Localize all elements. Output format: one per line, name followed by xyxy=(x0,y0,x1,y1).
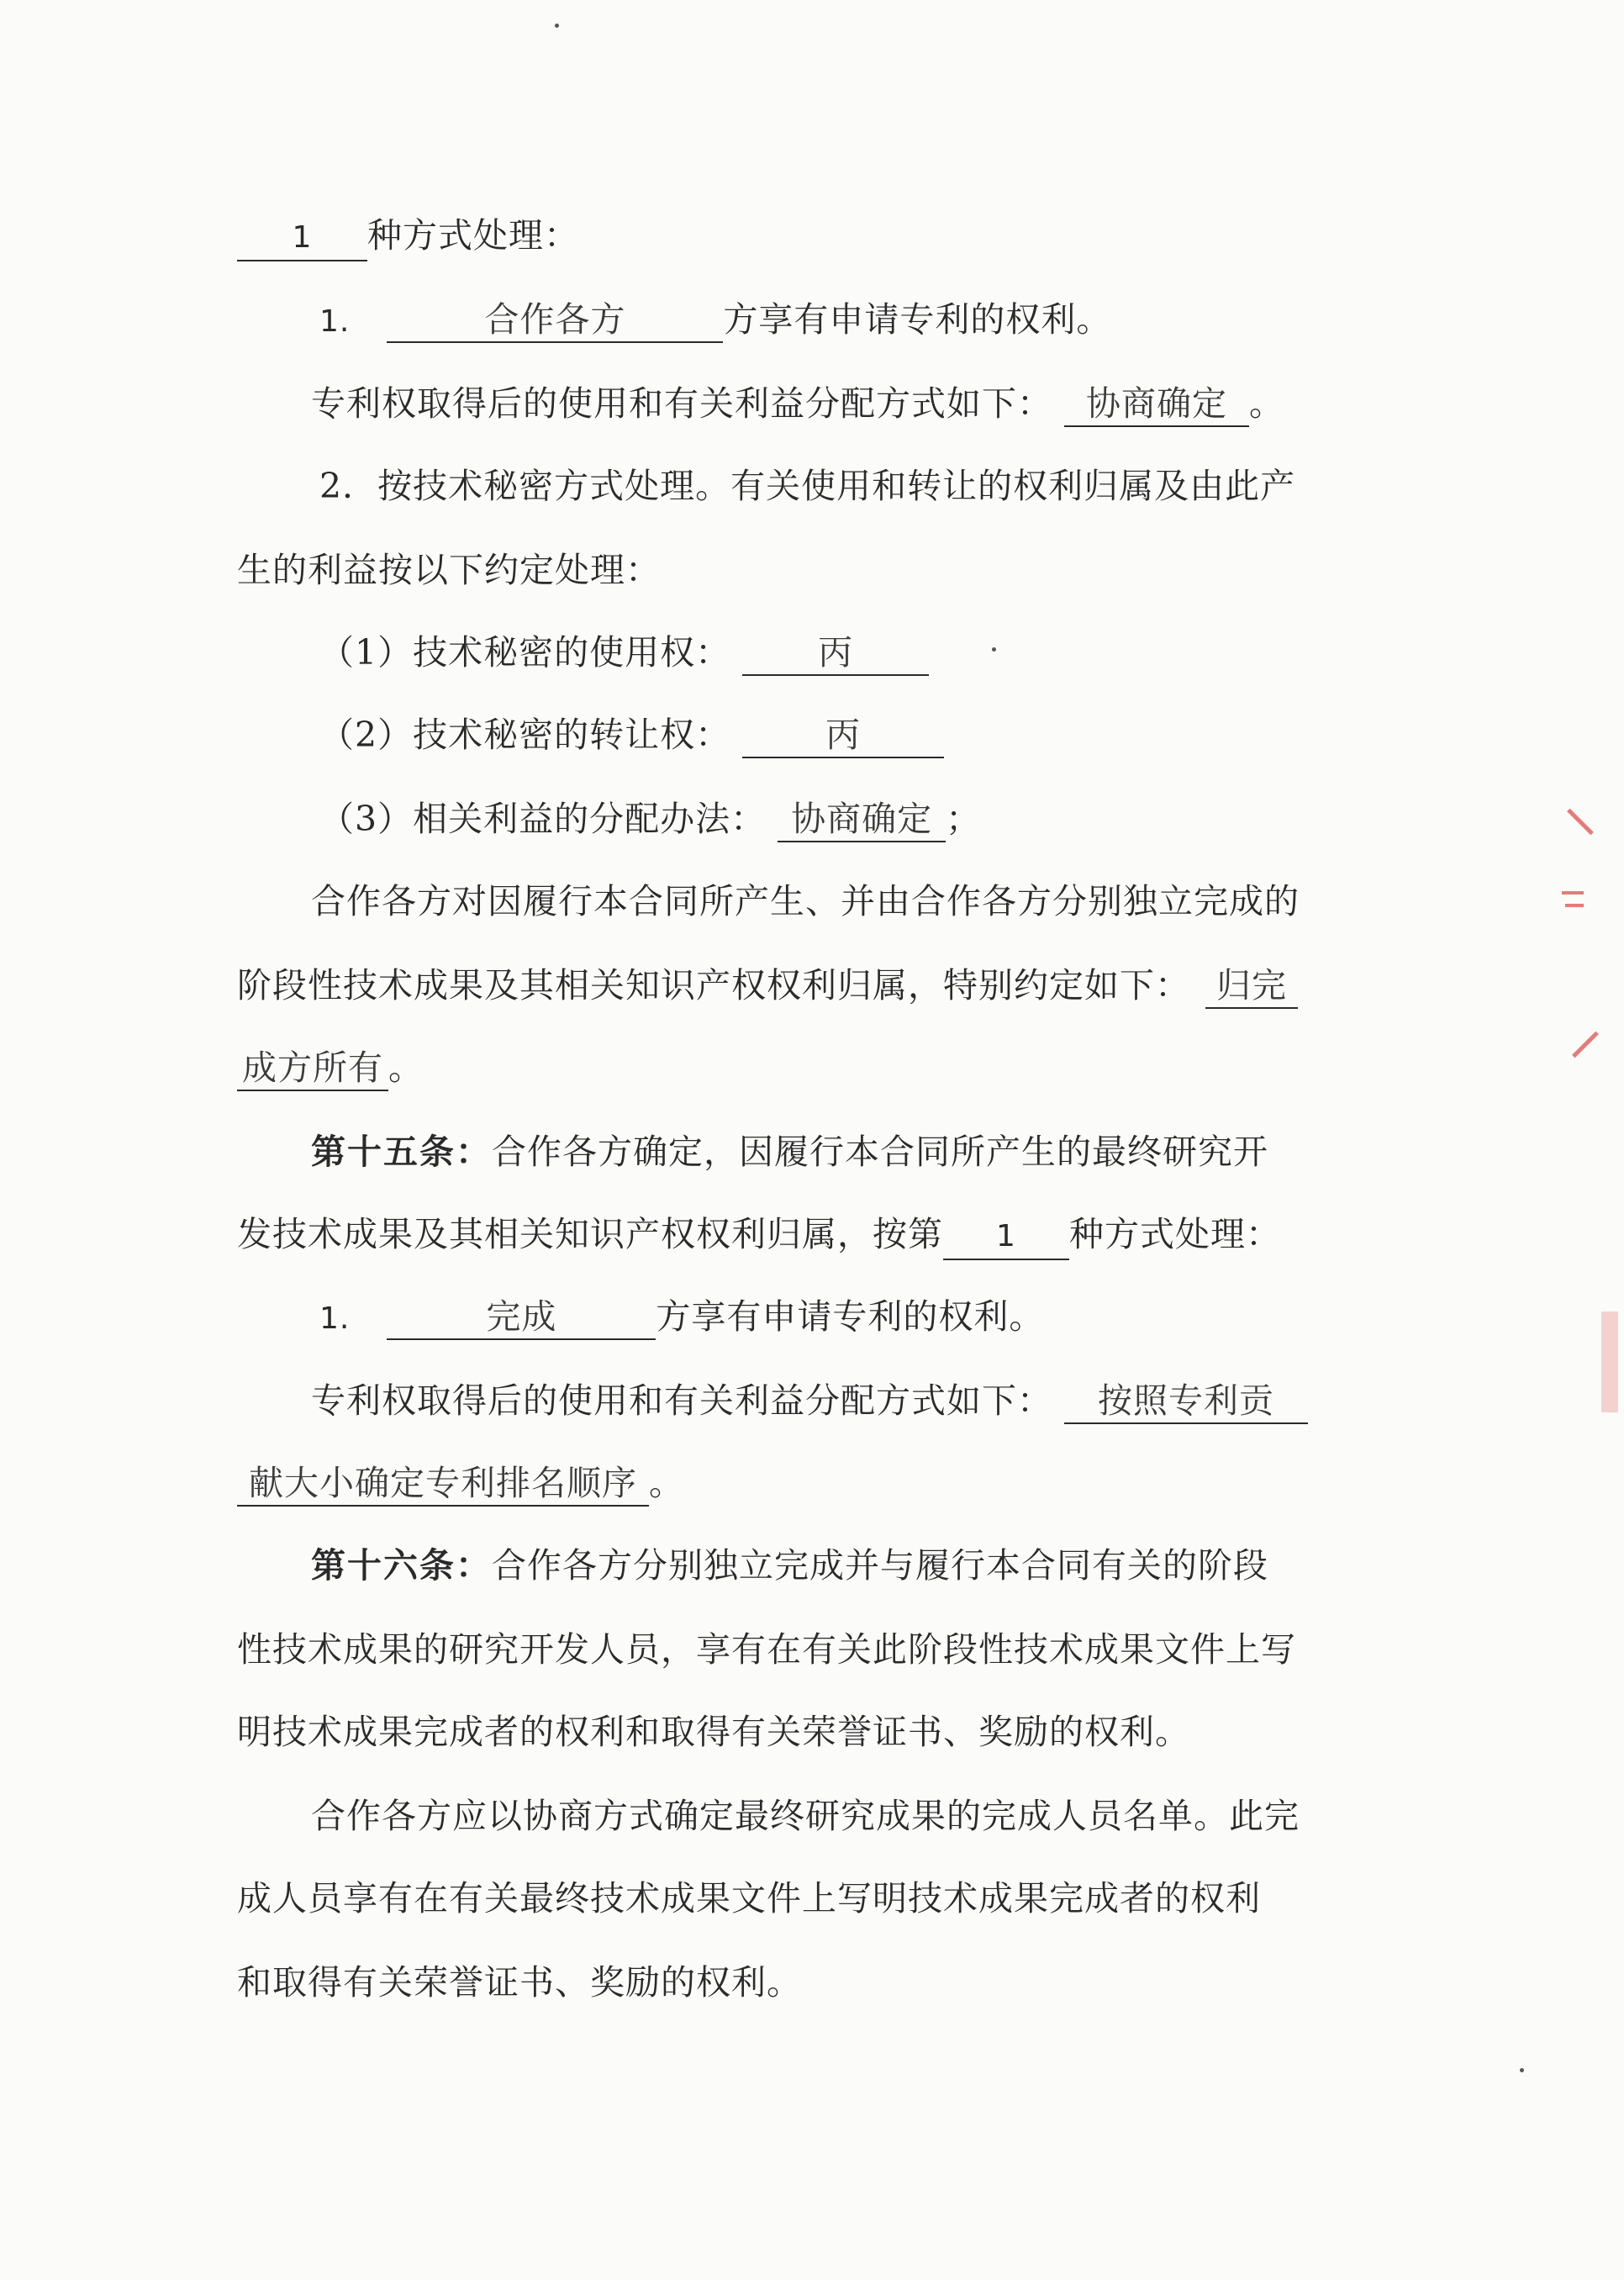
article15-line1 xyxy=(311,1127,1429,1177)
item1b-blank: 完成 xyxy=(387,1295,656,1340)
method-blank: 1 xyxy=(237,216,367,261)
stage-text: 阶段性技术成果及其相关知识产权权利归属，特别约定如下： xyxy=(237,965,1190,1005)
stage-line1: 合作各方对因履行本合同所产生、并由合作各方分别独立完成的 xyxy=(311,881,1300,921)
item1-blank: 合作各方 xyxy=(387,298,723,343)
sub1-blank: 丙 xyxy=(742,631,929,676)
article16-title: 第十六条： xyxy=(311,1545,492,1586)
stage-line3 xyxy=(237,1042,1355,1093)
article15-text2: 发技术成果及其相关知识产权权利归属，按第 xyxy=(237,1214,943,1254)
benefit2-line1 xyxy=(311,1375,1429,1426)
sub2-line xyxy=(319,710,1437,760)
speck xyxy=(992,647,996,652)
method-text: 种方式处理： xyxy=(367,215,579,256)
seal-fragment-mid2 xyxy=(1565,904,1584,907)
article15-line2 xyxy=(237,1209,1355,1259)
item1b-number: 1. xyxy=(319,1301,351,1336)
item1-number: 1. xyxy=(319,304,351,339)
sub3-label: （3）相关利益的分配办法： xyxy=(319,799,767,839)
item1-line xyxy=(319,294,1437,345)
benefit1-blank: 协商确定 xyxy=(1064,382,1249,427)
article15-text3: 种方式处理： xyxy=(1069,1214,1281,1254)
stage-line2 xyxy=(237,960,1355,1011)
stage-end: 。 xyxy=(388,1048,424,1088)
benefit1-end: 。 xyxy=(1249,383,1285,424)
item1-text: 方享有申请专利的权利。 xyxy=(723,299,1112,340)
item2-line1: 2．按技术秘密方式处理。有关使用和转让的权利归属及由此产 xyxy=(319,466,1296,506)
sub3-end: ； xyxy=(946,799,982,839)
stage-blank-a: 归完 xyxy=(1205,963,1298,1009)
final-line3: 和取得有关荣誉证书、奖励的权利。 xyxy=(237,1962,802,2003)
final-line2: 成人员享有在有关最终技术成果文件上写明技术成果完成者的权利 xyxy=(237,1878,1261,1918)
sub1-line xyxy=(319,627,1437,678)
final-line1: 合作各方应以协商方式确定最终研究成果的完成人员名单。此完 xyxy=(311,1796,1300,1836)
sub3-line xyxy=(319,794,1437,844)
article15-blank: 1 xyxy=(943,1215,1069,1260)
article16-line2: 性技术成果的研究开发人员，享有在有关此阶段性技术成果文件上写 xyxy=(237,1629,1296,1670)
article15-text: 合作各方确定，因履行本合同所产生的最终研究开 xyxy=(492,1132,1268,1172)
benefit2-line2 xyxy=(237,1458,1355,1508)
article16-line3: 明技术成果完成者的权利和取得有关荣誉证书、奖励的权利。 xyxy=(237,1712,1190,1752)
benefit1-line xyxy=(311,378,1429,429)
item1b-text: 方享有申请专利的权利。 xyxy=(656,1296,1045,1337)
benefit1-text: 专利权取得后的使用和有关利益分配方式如下： xyxy=(311,383,1052,424)
benefit2-text: 专利权取得后的使用和有关利益分配方式如下： xyxy=(311,1380,1052,1421)
article16-line1 xyxy=(311,1540,1429,1591)
clause-method-line xyxy=(237,210,1355,261)
seal-fragment-mid1 xyxy=(1562,891,1584,895)
sub2-blank: 丙 xyxy=(742,713,944,758)
benefit2-blank-b: 献大小确定专利排名顺序 xyxy=(237,1461,649,1507)
item2-line2: 生的利益按以下约定处理： xyxy=(237,550,661,590)
item1b-line xyxy=(319,1291,1437,1342)
seal-fragment-edge xyxy=(1601,1312,1618,1412)
sub3-blank: 协商确定 xyxy=(778,797,946,842)
benefit2-blank-a: 按照专利贡 xyxy=(1064,1379,1308,1424)
seal-fragment-low xyxy=(1572,1032,1599,1058)
article15-title: 第十五条： xyxy=(311,1132,492,1172)
article16-text: 合作各方分别独立完成并与履行本合同有关的阶段 xyxy=(492,1545,1268,1586)
speck xyxy=(1520,2068,1524,2072)
benefit2-end: 。 xyxy=(649,1463,684,1503)
sub1-label: （1）技术秘密的使用权： xyxy=(319,632,731,673)
stage-blank-b: 成方所有 xyxy=(237,1046,388,1091)
seal-fragment-top xyxy=(1567,809,1594,836)
sub2-label: （2）技术秘密的转让权： xyxy=(319,715,731,755)
speck xyxy=(555,24,559,28)
